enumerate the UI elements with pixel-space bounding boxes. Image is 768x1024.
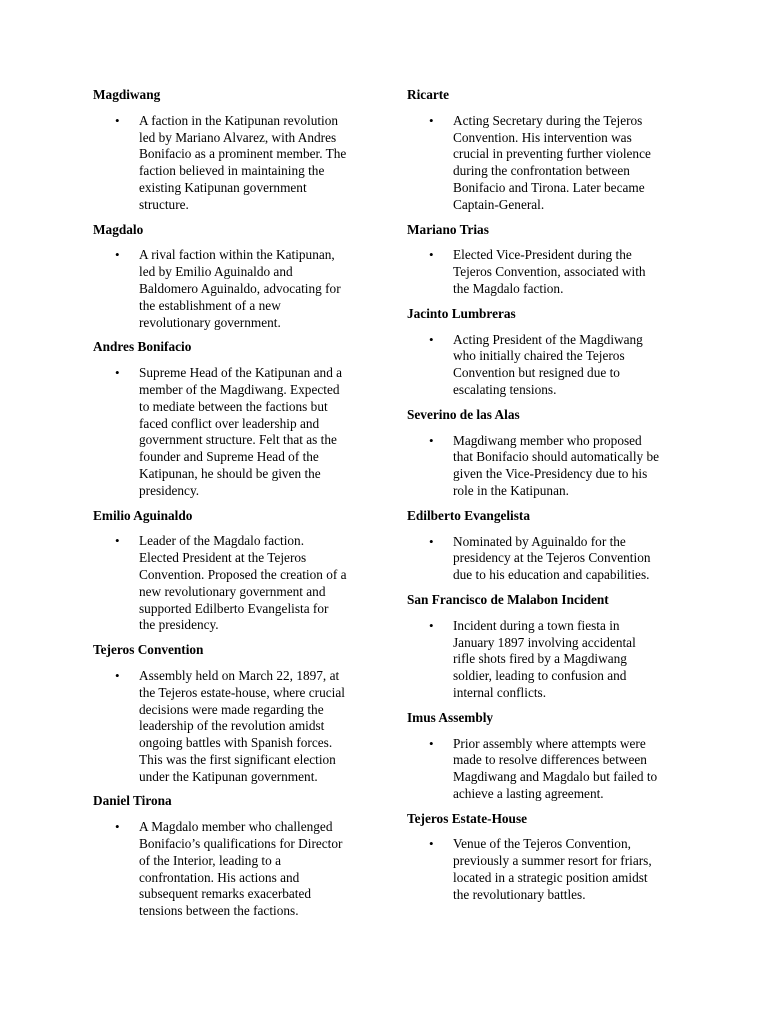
description-line: role in the Katipunan. <box>453 482 569 498</box>
bullet-icon: • <box>115 819 120 835</box>
entry-term: Ricarte <box>407 87 450 102</box>
description-line: A Magdalo member who challenged <box>139 819 333 835</box>
entry-term: Magdalo <box>93 221 144 237</box>
description-line: led by Mariano Alvarez, with Andres <box>139 129 337 145</box>
description-line: Nominated by Aguinaldo for the <box>453 533 626 549</box>
entry-term: Tejeros Convention <box>93 642 204 658</box>
bullet-icon: • <box>115 533 120 549</box>
description-line: structure. <box>139 196 189 212</box>
bullet-icon: • <box>429 331 434 347</box>
entry-term: Emilio Aguinaldo <box>93 507 193 523</box>
description-line: previously a summer resort for friars, <box>453 853 652 869</box>
bullet-icon: • <box>115 112 120 128</box>
description-line: new revolutionary government and <box>139 583 326 599</box>
description-line: Katipunan, he should be given the <box>139 465 321 481</box>
bullet-item <box>407 433 679 500</box>
description-line: Magdiwang member who proposed <box>453 432 642 448</box>
bullet-item <box>407 736 679 803</box>
entry-term: Severino de las Alas <box>407 406 520 422</box>
description-line: presidency. <box>139 482 200 498</box>
bullet-item <box>93 819 365 920</box>
entry-term: Edilberto Evangelista <box>407 507 531 523</box>
description-line: located in a strategic position amidst <box>453 870 648 886</box>
description-line: decisions were made regarding the <box>139 701 324 717</box>
description-line: Magdiwang and Magdalo but failed to <box>453 769 658 785</box>
glossary-entry-san-francisco-de-malabon-incident <box>407 592 679 702</box>
glossary-entry-andres-bonifacio <box>93 339 365 499</box>
entry-term: San Francisco de Malabon Incident <box>407 591 609 607</box>
entry-term: Andres Bonifacio <box>93 339 192 355</box>
bullet-item <box>93 668 365 786</box>
left-column <box>93 87 365 928</box>
bullet-item <box>93 113 365 214</box>
description-line: confrontation. His actions and <box>139 869 300 885</box>
description-line: led by Emilio Aguinaldo and <box>139 264 293 280</box>
description-line: due to his education and capabilities. <box>453 567 650 583</box>
entry-term: Jacinto Lumbreras <box>407 305 516 321</box>
description-line: This was the first significant election <box>139 751 336 767</box>
description-line: Baldomero Aguinaldo, advocating for <box>139 280 341 296</box>
description-line: Prior assembly where attempts were <box>453 735 646 751</box>
bullet-item <box>93 533 365 634</box>
description-line: that Bonifacio should automatically be <box>453 449 660 465</box>
bullet-item <box>407 247 679 297</box>
description-line: achieve a lasting agreement. <box>453 785 604 801</box>
description-line: soldier, leading to confusion and <box>453 668 627 684</box>
glossary-entry-ricarte <box>407 87 679 214</box>
description-line: who initially chaired the Tejeros <box>453 348 625 364</box>
description-line: the presidency. <box>139 617 219 633</box>
entry-term: Magdiwang <box>93 87 161 102</box>
description-line: supported Edilberto Evangelista for <box>139 600 329 616</box>
description-line: to mediate between the factions but <box>139 398 328 414</box>
description-line: revolutionary government. <box>139 314 281 330</box>
description-line: faction believed in maintaining the <box>139 163 325 179</box>
description-line: Bonifacio and Tirona. Later became <box>453 179 645 195</box>
bullet-item <box>407 332 679 399</box>
description-line: under the Katipunan government. <box>139 768 318 784</box>
description-line: Incident during a town fiesta in <box>453 617 620 633</box>
description-line: founder and Supreme Head of the <box>139 449 319 465</box>
glossary-entry-tejeros-estate-house <box>407 811 679 904</box>
description-line: of the Interior, leading to a <box>139 852 281 868</box>
bullet-icon: • <box>429 533 434 549</box>
description-line: Convention but resigned due to <box>453 365 620 381</box>
description-line: Leader of the Magdalo faction. <box>139 533 305 549</box>
entry-term: Tejeros Estate-House <box>407 810 528 826</box>
description-line: government structure. Felt that as the <box>139 432 337 448</box>
description-line: the revolutionary battles. <box>453 886 586 902</box>
bullet-icon: • <box>115 247 120 263</box>
glossary-entry-emilio-aguinaldo <box>93 508 365 635</box>
description-line: January 1897 involving accidental <box>453 634 636 650</box>
glossary-entry-tejeros-convention <box>93 642 365 785</box>
glossary-entry-magdalo <box>93 222 365 332</box>
description-line: A rival faction within the Katipunan, <box>139 247 335 263</box>
description-line: Elected Vice-President during the <box>453 247 632 263</box>
bullet-icon: • <box>429 836 434 852</box>
glossary-entry-magdiwang <box>93 87 365 214</box>
description-line: Assembly held on March 22, 1897, at <box>139 667 340 683</box>
description-line: Supreme Head of the Katipunan and a <box>139 365 343 381</box>
bullet-item <box>407 618 679 702</box>
description-line: crucial in preventing further violence <box>453 146 651 162</box>
description-line: rifle shots fired by a Magdiwang <box>453 651 627 667</box>
glossary-entry-imus-assembly <box>407 710 679 803</box>
bullet-icon: • <box>429 112 434 128</box>
description-line: Bonifacio as a prominent member. The <box>139 146 347 162</box>
description-line: tensions between the factions. <box>139 903 299 919</box>
bullet-icon: • <box>429 247 434 263</box>
description-line: member of the Magdiwang. Expected <box>139 381 340 397</box>
description-line: existing Katipunan government <box>139 179 307 195</box>
glossary-entry-edilberto-evangelista <box>407 508 679 584</box>
description-line: during the confrontation between <box>453 163 630 179</box>
right-column <box>407 87 679 912</box>
entry-term: Mariano Trias <box>407 221 489 237</box>
description-line: made to resolve differences between <box>453 752 647 768</box>
bullet-icon: • <box>115 667 120 683</box>
description-line: ongoing battles with Spanish forces. <box>139 735 333 751</box>
description-line: the Magdalo faction. <box>453 280 564 296</box>
glossary-entry-mariano-trias <box>407 222 679 298</box>
entry-term: Imus Assembly <box>407 709 494 725</box>
bullet-icon: • <box>115 365 120 381</box>
description-line: Convention. Proposed the creation of a <box>139 566 347 582</box>
description-line: the Tejeros estate-house, where crucial <box>139 684 345 700</box>
description-line: Acting Secretary during the Tejeros <box>453 112 643 128</box>
description-line: A faction in the Katipunan revolution <box>139 112 339 128</box>
bullet-item <box>407 113 679 214</box>
description-line: Elected President at the Tejeros <box>139 550 307 566</box>
glossary-entry-daniel-tirona <box>93 793 365 920</box>
description-line: Venue of the Tejeros Convention, <box>453 836 631 852</box>
entry-term: Daniel Tirona <box>93 793 172 809</box>
glossary-entry-severino-de-las-alas <box>407 407 679 500</box>
description-line: Convention. His intervention was <box>453 129 632 145</box>
description-line: the establishment of a new <box>139 297 281 313</box>
description-line: internal conflicts. <box>453 684 547 700</box>
description-line: subsequent remarks exacerbated <box>139 886 312 902</box>
bullet-icon: • <box>429 735 434 751</box>
bullet-icon: • <box>429 617 434 633</box>
bullet-item <box>93 247 365 331</box>
description-line: Acting President of the Magdiwang <box>453 331 643 347</box>
description-line: faced conflict over leadership and <box>139 415 320 431</box>
description-line: Tejeros Convention, associated with <box>453 264 646 280</box>
description-line: given the Vice-Presidency due to his <box>453 466 648 482</box>
bullet-icon: • <box>429 432 434 448</box>
bullet-item <box>407 534 679 584</box>
description-line: Bonifacio’s qualifications for Director <box>139 836 343 852</box>
description-line: escalating tensions. <box>453 381 557 397</box>
description-line: presidency at the Tejeros Convention <box>453 550 651 566</box>
description-line: Captain-General. <box>453 196 545 212</box>
glossary-entry-jacinto-lumbreras <box>407 306 679 399</box>
bullet-item <box>407 836 679 903</box>
description-line: leadership of the revolution amidst <box>139 718 325 734</box>
bullet-item <box>93 365 365 499</box>
